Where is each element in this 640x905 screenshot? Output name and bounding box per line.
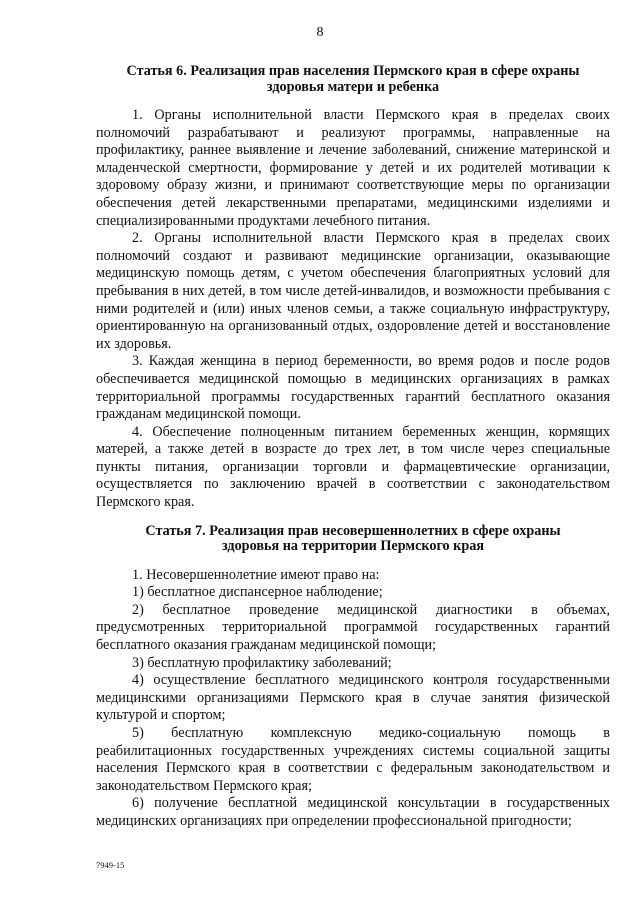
article-7-item-2: 2) бесплатное проведение медицинской диагностики в объемах, предусмотренных территориальной программой государственных гарантий бесплатного оказания гражданам медицинской помощи; [96,601,610,654]
article-7-item-4: 4) осуществление бесплатного медицинского контроля государственными медицинскими организациями Пермского края в случае занятия физической культурой и спортом; [96,672,610,724]
article-7-item-5: 5) бесплатную комплексную медико-социальную помощь в реабилитационных государственных учреждениях системы социальной защиты населения Пермского края в соответствии с федеральным законодательством и законодательством Пермского края; [96,725,610,794]
article-7-item-6: 6) получение бесплатной медицинской консультации в государственных медицинских организациях при определении профессиональной пригодности; [96,795,610,829]
article-6-paragraph-3: 3. Каждая женщина в период беременности, во время родов и после родов обеспечивается медицинской помощью в медицинских организациях в рамках территориальной программы государственных гарантий бесплатного оказания гражданам медицинской помощи. [96,353,610,423]
article-6-paragraph-2: 2. Органы исполнительной власти Пермского края в пределах своих полномочий создают и развивают медицинские организации, оказывающие медицинскую помощь детям, с учетом обеспечения благоприятных условий для пребывания в них детей, в том числе детей-инвалидов, и возможности пребывания с ними родителей и (или) иных членов семьи, а также социальную инфраструктуру, ориентированную на организованный отдых, оздоровление детей и восстановление их здоровья. [96,230,610,352]
document-body [96,64,610,831]
article-7-paragraph-1: 1. Несовершеннолетние имеют право на: [132,566,380,583]
article-6-heading: Статья 6. Реализация прав населения Пермского края в сфере охраны здоровья матери и ребенка [126,63,580,95]
article-7-item-1: 1) бесплатное диспансерное наблюдение; [132,584,383,601]
article-6-paragraph-4: 4. Обеспечение полноценным питанием беременных женщин, кормящих матерей, а также детей в возрасте до трех лет, в том числе через специальные пункты питания, организации торговли и фармацевтические организации, осуществляется по заключению врачей в соответствии с законодательством Пермского края. [96,423,610,511]
article-6-paragraph-1: 1. Органы исполнительной власти Пермского края в пределах своих полномочий разрабатывают и реализуют программы, направленные на профилактику, раннее выявление и лечение заболеваний, снижение материнской и младенческой смертности, формирование у детей и их родителей мотивации к здоровому образу жизни, и принимают соответствующие меры по организации обеспечения детей лекарственными препаратами, медицинскими изделиями и специализированными продуктами лечебного питания. [96,107,610,229]
article-7-heading: Статья 7. Реализация прав несовершеннолетних в сфере охраны здоровья на территории Пермского края [145,522,561,555]
article-7-item-3: 3) бесплатную профилактику заболеваний; [132,654,392,671]
document-code: 7949-15 [96,860,125,870]
page-number: 8 [316,25,324,40]
